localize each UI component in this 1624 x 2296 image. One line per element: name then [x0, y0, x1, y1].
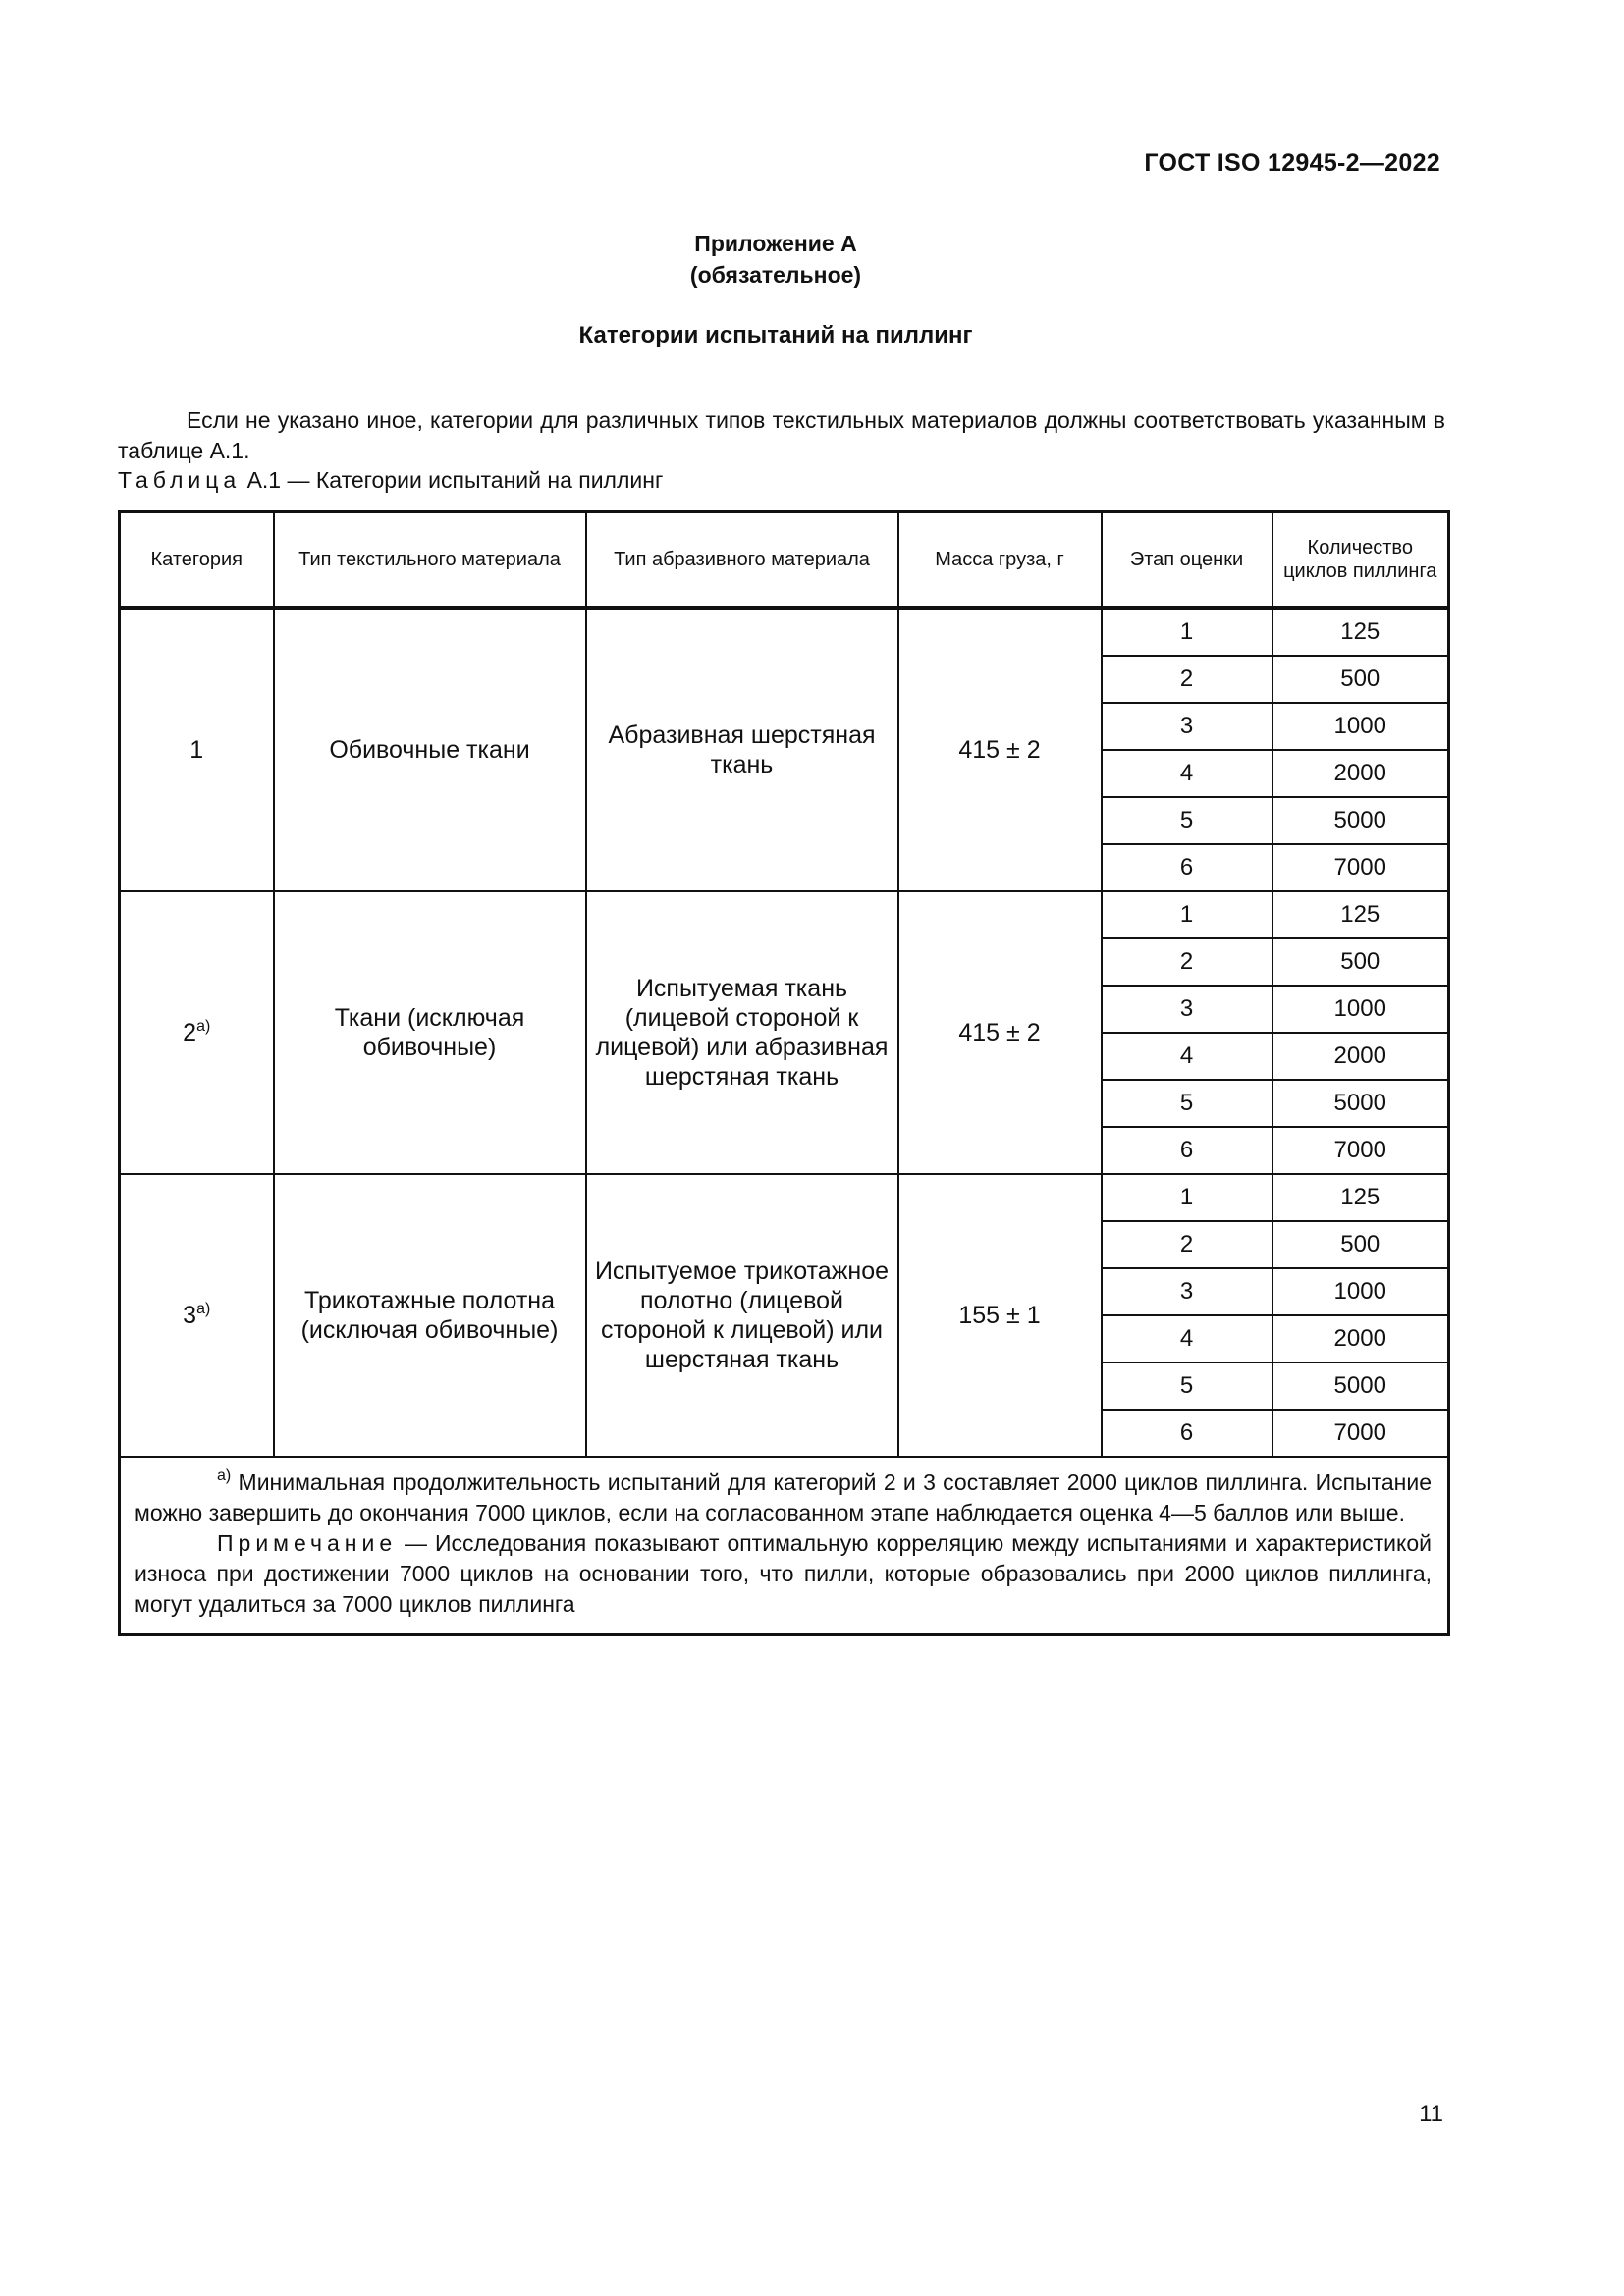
cycles-cell: 125 [1272, 1174, 1449, 1221]
cycles-cell: 2000 [1272, 750, 1449, 797]
table-row [120, 1174, 1449, 1221]
cycles-cell: 7000 [1272, 1127, 1449, 1174]
load-mass-cell: 415 ± 2 [898, 891, 1102, 1174]
cycles-cell: 1000 [1272, 703, 1449, 750]
cycles-cell: 5000 [1272, 797, 1449, 844]
stage-cell: 3 [1102, 1268, 1272, 1315]
footnote-text: Минимальная продолжительность испытаний для категорий 2 и 3 составляет 2000 циклов пиллинга. Испытание можно завершить до окончания 7000 циклов, если на согласованном этапе наблюдается оценка 4—5 баллов или выше. [135, 1469, 1432, 1525]
intro-paragraph: Если не указано иное, категории для различных типов текстильных материалов должны соответствовать указанным в таблице А.1. [118, 407, 1445, 463]
note-paragraph [135, 1528, 1432, 1620]
page-number: 11 [1419, 2101, 1443, 2127]
table-caption [118, 467, 663, 494]
note-text: — Исследования показывают оптимальную корреляцию между испытаниями и характеристикой износа при достижении 7000 циклов на основании того, что пилли, которые образовались при 2000 циклов пиллинга, могут удалиться за 7000 циклов пиллинга [135, 1530, 1432, 1617]
header-category: Категория [120, 512, 274, 609]
stage-cell: 2 [1102, 656, 1272, 703]
cycles-cell: 7000 [1272, 1410, 1449, 1457]
cycles-cell: 500 [1272, 1221, 1449, 1268]
stage-cell: 4 [1102, 1315, 1272, 1362]
abrasive-type-cell: Абразивная шерстяная ткань [586, 608, 898, 891]
table-caption-label: Таблица [118, 467, 242, 493]
cycles-cell: 500 [1272, 656, 1449, 703]
cycles-cell: 2000 [1272, 1315, 1449, 1362]
stage-cell: 6 [1102, 1127, 1272, 1174]
table-caption-text: А.1 — Категории испытаний на пиллинг [241, 467, 664, 493]
cycles-cell: 1000 [1272, 1268, 1449, 1315]
cycles-cell: 5000 [1272, 1362, 1449, 1410]
cycles-cell: 5000 [1272, 1080, 1449, 1127]
annex-title: Приложение А [694, 231, 857, 256]
stage-cell: 2 [1102, 938, 1272, 986]
footnote-paragraph [135, 1468, 1432, 1528]
standard-code: ГОСТ ISO 12945-2—2022 [1144, 149, 1440, 177]
stage-cell: 5 [1102, 1080, 1272, 1127]
category-number: 1 [189, 736, 204, 764]
table-footnote [120, 1457, 1449, 1635]
category-cell [120, 891, 274, 1174]
category-number: 3 [183, 1302, 197, 1329]
stage-cell: 6 [1102, 844, 1272, 891]
stage-cell: 1 [1102, 891, 1272, 938]
category-footnote-marker: а) [196, 1301, 211, 1317]
textile-type-cell: Обивочные ткани [274, 608, 586, 891]
load-mass-cell: 155 ± 1 [898, 1174, 1102, 1457]
pilling-categories-table [118, 510, 1450, 1636]
section-title: Категории испытаний на пиллинг [578, 322, 973, 348]
stage-cell: 4 [1102, 1033, 1272, 1080]
category-cell [120, 1174, 274, 1457]
header-load-mass: Масса груза, г [898, 512, 1102, 609]
cycles-cell: 125 [1272, 891, 1449, 938]
load-mass-cell: 415 ± 2 [898, 608, 1102, 891]
table-row [120, 891, 1449, 938]
table-header-row [120, 512, 1449, 609]
footnote-marker: а) [217, 1468, 232, 1484]
abrasive-type-cell: Испытуемая ткань (лицевой стороной к лицевой) или абразивная шерстяная ткань [586, 891, 898, 1174]
stage-cell: 6 [1102, 1410, 1272, 1457]
stage-cell: 2 [1102, 1221, 1272, 1268]
annex-status: (обязательное) [689, 262, 862, 288]
header-assessment-stage: Этап оценки [1102, 512, 1272, 609]
note-label: Примечание [217, 1530, 398, 1556]
category-number: 2 [183, 1019, 197, 1046]
stage-cell: 5 [1102, 797, 1272, 844]
cycles-cell: 125 [1272, 608, 1449, 656]
cycles-cell: 2000 [1272, 1033, 1449, 1080]
category-cell [120, 608, 274, 891]
stage-cell: 3 [1102, 703, 1272, 750]
textile-type-cell: Трикотажные полотна (исключая обивочные) [274, 1174, 586, 1457]
abrasive-type-cell: Испытуемое трикотажное полотно (лицевой стороной к лицевой) или шерстяная ткань [586, 1174, 898, 1457]
cycles-cell: 1000 [1272, 986, 1449, 1033]
category-footnote-marker: а) [196, 1018, 211, 1035]
table-row [120, 608, 1449, 656]
cycles-cell: 500 [1272, 938, 1449, 986]
annex-heading [0, 228, 1551, 291]
stage-cell: 4 [1102, 750, 1272, 797]
stage-cell: 1 [1102, 1174, 1272, 1221]
header-textile-type: Тип текстильного материала [274, 512, 586, 609]
stage-cell: 3 [1102, 986, 1272, 1033]
stage-cell: 5 [1102, 1362, 1272, 1410]
cycles-cell: 7000 [1272, 844, 1449, 891]
textile-type-cell: Ткани (исключая обивочные) [274, 891, 586, 1174]
stage-cell: 1 [1102, 608, 1272, 656]
header-abrasive-type: Тип абразивного материала [586, 512, 898, 609]
header-pilling-cycles: Количество циклов пиллинга [1272, 512, 1449, 609]
